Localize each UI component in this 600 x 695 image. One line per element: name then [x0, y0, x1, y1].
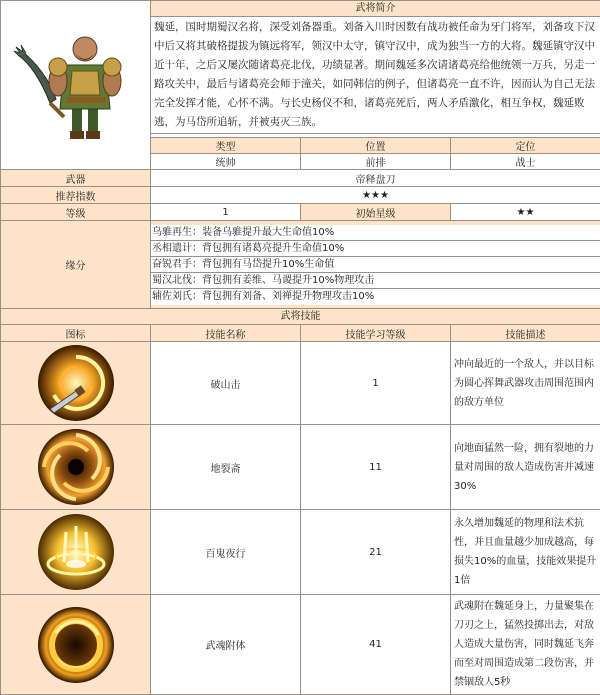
yuanfen-item: 奋锐君手：背包拥有马岱提升10%生命值 [151, 257, 600, 273]
skill-level: 21 [301, 510, 451, 595]
level-value: 1 [151, 204, 301, 221]
skill-name: 武魂附体 [151, 595, 301, 695]
skill-name: 百鬼夜行 [151, 510, 301, 595]
warrior-portrait-icon [12, 25, 140, 145]
recommend-stars: ★★★ [151, 187, 600, 204]
yuanfen-list [151, 221, 600, 309]
skills-col-icon: 图标 [1, 325, 151, 342]
skills-col-level: 技能学习等级 [301, 325, 451, 342]
vortex-icon [36, 427, 116, 507]
attr-header-type: 类型 [151, 138, 301, 154]
skill-level: 1 [301, 342, 451, 425]
skill-icon-cell [1, 595, 151, 695]
star-value: ★★ [451, 204, 600, 221]
skill-desc: 永久增加魏延的物理和法术抗性，并且血量越少加成越高，每损失10%的血量，技能效果提升1倍 [451, 510, 600, 595]
skill-row [1, 342, 600, 425]
attr-header-position: 位置 [301, 138, 451, 154]
intro-text: 魏延，国时期蜀汉名将，深受刘备器重。刘备入川时因数有战功被任命为牙门将军，刘备攻下汉中后又将其破格提拔为镇远将军，领汉中太守，镇守汉中，成为独当一方的大将。魏延镇守汉中近十年，之后又屡次随诸葛亮北伐，功绩显著。期间魏延多次请诸葛亮给他统领一万兵，另走一路攻关中，最后与诸葛亮会师于潼关，如同韩信的例子，但诸葛亮一直不许，因而认为自己无法完全发挥才能，心怀不满。与长史杨仪不和，诸葛亮死后，两人矛盾激化，相互争权，魏延败逃，为马岱所追斩，并被夷灭三族。 [151, 17, 600, 134]
star-label: 初始星级 [301, 204, 451, 221]
attr-value-role: 战士 [451, 154, 600, 170]
skill-icon-cell [1, 425, 151, 510]
spirit-ring-icon [36, 605, 116, 685]
yuanfen-item: 乌骓再生：装备乌骓提升最大生命值10% [151, 225, 600, 241]
recommend-label: 推荐指数 [1, 187, 151, 204]
skill-level: 41 [301, 595, 451, 695]
golden-ring-icon [36, 512, 116, 592]
skills-col-desc: 技能描述 [451, 325, 600, 342]
skills-header: 武将技能 [1, 309, 600, 325]
skill-desc: 向地面猛然一险，拥有裂地的力量对周围的敌人造成伤害并减速30% [451, 425, 600, 510]
hero-portrait [1, 1, 151, 170]
yuanfen-item: 辅佐刘氏：背包拥有刘备、刘禅提升物理攻击10% [151, 289, 600, 305]
weapon-label: 武器 [1, 170, 151, 187]
skill-row [1, 510, 600, 595]
skill-row [1, 595, 600, 695]
skill-name: 地裂斋 [151, 425, 301, 510]
skill-name: 破山击 [151, 342, 301, 425]
intro-header: 武将简介 [151, 1, 600, 17]
skill-desc: 冲向最近的一个敌人，并以目标为圆心挥舞武器攻击周围范围内的敌方单位 [451, 342, 600, 425]
blade-swirl-icon [36, 343, 116, 423]
yuanfen-item: 蜀汉北伐：背包拥有姜维、马谡提升10%物理攻击 [151, 273, 600, 289]
attr-value-position: 前排 [301, 154, 451, 170]
skill-icon-cell [1, 510, 151, 595]
level-label: 等级 [1, 204, 151, 221]
skills-col-name: 技能名称 [151, 325, 301, 342]
skill-desc: 武魂附在魏延身上，力量聚集在刀刃之上，猛然投掷出去，对敌人造成大量伤害，同时魏延飞奔而至对周围造成第二段伤害，并禁锢敌人5秒 [451, 595, 600, 695]
skill-level: 11 [301, 425, 451, 510]
skill-row [1, 425, 600, 510]
yuanfen-label: 缘分 [1, 221, 151, 309]
yuanfen-item: 丞相遗计：背包拥有诸葛亮提升生命值10% [151, 241, 600, 257]
attr-value-type: 统帅 [151, 154, 301, 170]
weapon-value: 帝释盘刀 [151, 170, 600, 187]
skill-icon-cell [1, 342, 151, 425]
attr-header-role: 定位 [451, 138, 600, 154]
